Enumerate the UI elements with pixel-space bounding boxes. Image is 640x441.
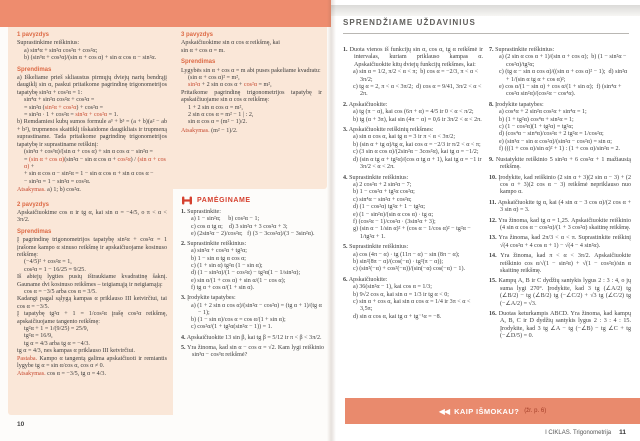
text-line: Apskaičiuokime cos α ir tg α, kai sin α = −4/5, o π < α < 3π/2. xyxy=(17,209,167,224)
right-page-footer xyxy=(545,429,626,436)
text-line: d) (sin α tg α + tg²α)/(cos α tg α + 1), kai tg α = −1 ir 3π/2 < α < 2π. xyxy=(353,156,482,171)
banner-page-ref: (žr. p. 6) xyxy=(524,408,547,414)
text-line: c) (1 + sin α) tg²α (1 − sin α); xyxy=(191,263,263,270)
text-line: 5. Suprastinkite reiškinius: xyxy=(343,244,409,251)
text-line: Į tapatybę tg²α + 1 = 1/cos²α įrašę cos²α reikšmę, apskaičiuojame tangento reikšmę: xyxy=(17,311,167,325)
text-line: tg²α + 1 = 1/(9/25) = 25/9, xyxy=(24,326,89,333)
text-line: Pritaikome pagrindinę trigonometrijos tapatybę ir apskaičiuojame sin α cos α reikšmę: xyxy=(181,89,322,104)
kaip-ismokau-banner xyxy=(345,398,640,424)
text-line: − sin²α = 1 − sin²α = cos²α. xyxy=(24,178,91,185)
text-line: (sin³α + cos³α)/(sin α + cos α) + sin α cos α − sin²α = xyxy=(24,149,153,156)
top-color-band xyxy=(0,0,331,27)
text-line: d) sin α cos α, kai tg α + tg⁻¹α = −8. xyxy=(353,313,442,320)
text-line: 13. Yra žinoma, kad 2π/3 < α < π. Suprastinkite reiškinį √(4 cos²α + 4 cos α + 1) − √(4 − 4 sin²α). xyxy=(489,235,631,249)
text-line: e) (1 − sin²α)/(sin α cos α) · tg α; xyxy=(353,211,434,218)
text-line: 16. Duotas keturkampis ABCD. Yra žinoma, kad kampų A, B, C ir D dydžių santykis lygus 2 : 3 : 4 : 15. Įrodykite, kad 3 tg ∠A − tg (−∠B) − tg ∠C + tg (−∠D/5) = 0. xyxy=(489,311,631,340)
text-line: Atsakymas. (m² − 1)/2. xyxy=(181,127,238,134)
text-line: c) cos²α/(1 + tg²α(sin²α − 1)) = 1. xyxy=(191,324,273,331)
text-line: tg²α = 16/9, xyxy=(24,333,53,340)
text-line: a) 2 cos²α + 2 sin²α − 7; xyxy=(353,181,412,188)
page-top-edge xyxy=(331,5,640,16)
text-line: sin²α + 2 sin α cos α + cos²α = m², xyxy=(188,82,272,89)
text-line: e) sin α/(1 + cos α) + sin α/(1 − cos α); xyxy=(191,277,286,284)
text-line: = sin²α (sin²α + cos²α) + cos²α = xyxy=(24,104,104,111)
text-line: Į pagrindinę trigonometrijos tapatybę sin²α + cos²α = 1 įrašome kampo α sinuso reikšmę ir apskaičiuojame kosinuso reikšmę: xyxy=(17,237,167,258)
text-line: 14. Yra žinoma, kad π < α < 3π/2. Apskaičiuokite reiškinio cos α/√(1 − sin²α) + √(1 − cos²α)/sin α skaitinę reikšmę. xyxy=(489,253,631,274)
text-line: tg α = 4/3, nes kampas α priklauso III ketvirčiui. xyxy=(17,348,135,355)
page-gutter-shadow xyxy=(327,0,336,441)
text-line: Iš abiejų lygties pusių ištraukiame kvadratinę šaknį. Gauname dvi kosinuso reikšmes – teigiamąją ir neigiamąją: xyxy=(17,274,167,288)
text-line: c) sin α + cos α, kai sin α cos α = 1/4 ir 3π < α < 3,5π; xyxy=(353,299,471,313)
text-line: sin α + cos α = m. xyxy=(181,47,225,54)
text-line: f) (((1 + cos α)/sin α)² + 1) : (1 + cos α)/sin²α = 2. xyxy=(499,146,621,153)
text-line: a) sin²α + cos²α + tg²α; xyxy=(191,248,247,255)
text-line: e) cos α/(1 − sin α) + cos α/(1 + sin α); f) (sin⁴α + cos²α sin²α)/(cos²α − cos⁴α). xyxy=(499,84,622,98)
text-line: a) 1 − sin²α; b) cos²α − 1; xyxy=(191,216,260,223)
text-line: b) (1 − sin α)/cos α = cos α/(1 + sin α); xyxy=(191,317,286,324)
text-line: g) (sin α − 1/sin α)² + (cos α − 1/cos α)² − tg²α − 1/tg²α + 1. xyxy=(353,226,471,240)
text-line: 1 + 2 sin α cos α = m², xyxy=(188,104,243,111)
right-page-number: 11 xyxy=(619,429,626,436)
text-line: a) sin α = 1/2, π/2 < α < π; b) cos α = −2/3, π < α < 3π/2; xyxy=(353,69,479,83)
example-2-title: 2 pavyzdys xyxy=(17,201,50,208)
text-line: 1. Suprastinkite: xyxy=(181,209,221,215)
text-line: c) (sin²(−α) + cos²(−α))/(sin(−α) cos(−α) − 1). xyxy=(353,266,466,273)
text-line: (sin α + cos α)² = m², xyxy=(188,75,240,82)
example-1-title: 1 pavyzdys xyxy=(17,32,50,38)
try-section xyxy=(181,196,324,360)
text-line: b) Remdamiesi kubų sumos formule a³ + b³ = (a + b)(a² − ab + b²), trupmenos skaitiklį išskaidome daugikliais ir trupmeną suprastiname. Tada pritaikome pagrindinę trigonometrijos tapatybę ir suprastiname reiškinį: xyxy=(17,119,167,148)
text-line: 15. Kampų A, B ir C dydžių santykis lygus 2 : 3 : 4, o jų suma lygi 270°. Įrodykite, kad 3 tg (∠A/2) tg (∠B/2) − tg (∠B/2) tg (−∠C/2) + √3 tg (∠C/2) tg (−∠A/2) = √3. xyxy=(489,278,631,307)
text-line: tg α = 4/3 arba tg α = −4/3. xyxy=(24,340,90,347)
text-line: f) tg α + cos α/(1 + sin α). xyxy=(191,284,254,291)
try-section-exercises xyxy=(181,209,324,360)
text-line: c) tg α = 2, π < α < 3π/2; d) cos α = 9/41, 3π/2 < α < 2π. xyxy=(353,84,482,98)
banner-label: KAIP IŠMOKAU? xyxy=(454,406,520,416)
text-line: 4. Suprastinkite reiškinius: xyxy=(343,174,409,181)
middle-column-example xyxy=(181,32,322,135)
back-arrows-icon: ◀◀ xyxy=(438,406,450,416)
text-line: b) (sin α + tg α)/tg α, kai cos α = −2/3 ir π/2 < α < π; xyxy=(353,141,481,148)
text-line: 1. Duota vienos iš funkcijų sin α, cos α, tg α reikšmė ir intervalas, kuriam priklauso kampas α. Apskaičiuokite kitų dviejų funkcijų reikšmes, kai: xyxy=(343,47,483,68)
text-line: e) (sin³α − sin α cos²α)/(sin²α − cos²α) = sin α; xyxy=(499,138,612,145)
try-section-header xyxy=(181,196,324,205)
text-line: + sin α cos α − sin²α = 1 − sin α cos α + sin α cos α − xyxy=(24,171,154,178)
text-line: 2 sin α cos α = m² − 1 | : 2, xyxy=(188,112,254,119)
text-line: cos²α = 1 − 16/25 = 9/25. xyxy=(24,266,86,273)
solution-label: Sprendimas xyxy=(17,66,52,73)
text-line: Suprastinkime reiškinius: xyxy=(17,40,80,47)
exercises-heading: SPRENDŽIAME UŽDAVINIUS xyxy=(343,18,476,27)
text-line: b) sin²(8π − α)/(cos(−α) · tg²(π − α)); xyxy=(353,258,444,265)
heading-rule xyxy=(343,33,629,34)
text-line: 11. Apskaičiuokite tg α, kai (4 sin α − 3 cos α)/(2 cos α + 3 sin α) = 3. xyxy=(489,199,631,214)
text-line: c) (tg α − sin α cos α)/((sin α + cos α)² − 1); d) sin²α + 1/(sin α tg α + cos α)²; xyxy=(499,69,628,83)
text-line: a) tg (π − α), kai cos (6π + α) = 4/5 ir 0 < α < π/2; xyxy=(353,109,474,116)
text-line: Apskaičiuokime sin α cos α reikšmę, kai xyxy=(181,40,280,47)
text-line: sin α cos α = (m² − 1)/2. xyxy=(188,119,248,126)
text-line: 3. Apskaičiuokite reiškinių reikšmes: xyxy=(343,127,434,134)
text-line: c) (1 − cos²α)(1 + tg²α) = tg²α; xyxy=(499,124,574,131)
text-line: 2. Apskaičiuokite: xyxy=(343,101,388,108)
text-line: a) sin⁴α + sin²α cos²α + cos²α; xyxy=(24,47,98,54)
text-line: Atsakymas. a) 1; b) cos²α. xyxy=(17,187,81,194)
left-page-number: 10 xyxy=(17,421,25,428)
text-line: 5. Yra žinoma, kad sin α − cos α = √2. Kam lygi reiškinio sin³α − cos³α reikšmė? xyxy=(181,345,324,359)
exercises-column-2 xyxy=(489,44,631,341)
text-line: b) tg (α + 3π), kai sin (4π − α) = 0,6 ir 3π/2 < α < 2π. xyxy=(353,116,482,123)
exercises-column-1 xyxy=(343,44,483,321)
text-line: c) cos α tg α; d) 3 sin²α + 3 cos²α + 3; xyxy=(191,223,288,230)
text-line: b) (sin³α + cos³α)/(sin α + cos α) + sin α cos α − sin²α. xyxy=(24,55,157,62)
text-line: c) sin⁴α − sin²α + cos²α; xyxy=(353,196,412,203)
text-line: b) 9√2 cos α, kai sin α = 1/3 ir tg α < 0; xyxy=(353,291,449,298)
left-column-examples xyxy=(17,32,167,379)
text-line: a) Iškeliame prieš skliaustus pirmųjų dviejų narių bendrąjį daugiklį sin α, paskui pritaikome pagrindinę trigonometrijos tapatybę sin²α + cos²α = 1: xyxy=(17,75,167,96)
try-section-title: PAMĖGINAME xyxy=(197,196,251,204)
text-line: b) 1 − cos²α + tg²α cos²α; xyxy=(353,189,415,196)
text-line: Atsakymas. cos α = −3/5, tg α = 4/3. xyxy=(17,371,106,378)
text-line: 12. Yra žinoma, kad tg α = 1,25. Apskaičiuokite reiškinio (4 sin α cos α − cos²α)/(1 + 3 cos²α) skaitinę reikšmę. xyxy=(489,217,631,231)
text-line: = (sin α + cos α)(sin²α − sin α cos α + cos²α) / (sin α + cos α) + xyxy=(24,156,166,170)
solution-label: Sprendimas xyxy=(17,228,52,235)
text-line: b) (1 + tg²α) cos⁴α + sin²α = 1; xyxy=(499,116,574,123)
text-line: = sin²α · 1 + cos²α = sin²α + cos²α = 1. xyxy=(24,112,119,119)
text-line: f) (cos²α − 1)/cos²α · (3sin²α + 3); xyxy=(353,218,436,225)
text-line: cos α = −3/5 arba cos α = 3/5. xyxy=(24,289,97,295)
text-line: sin⁴α + sin²α cos²α + cos²α = xyxy=(24,97,95,104)
text-line: d) (1 − cos²α) tg²α + 1 − tg²α; xyxy=(353,204,426,211)
text-line: 6. Apskaičiuokite: xyxy=(343,276,388,283)
text-line: b) 1 − sin α tg α cos α; xyxy=(191,255,246,262)
example-3-title: 3 pavyzdys xyxy=(181,32,214,38)
text-line: c) (3 sin α cos α)/(2sin²α − 3cos²α), kai tg α = −1/2; xyxy=(353,149,479,156)
dumbbell-icon xyxy=(181,196,193,205)
text-line: 10. Įrodykite, kad reiškinio (2 sin α + 3)(2 sin α − 3) + (2 cos α + 3)(2 cos α − 3) reikšmė nepriklauso nuo kampo α. xyxy=(489,174,631,196)
text-line: a) 36(sin²α − 1), kai cos α = 1/3; xyxy=(353,284,432,291)
text-line: Lygybės sin α + cos α = m abi puses pakeliame kvadratu: xyxy=(181,67,321,74)
text-line: 4. Apskaičiuokite 13 sin β, kai tg β = 5/12 ir π < β < 3π/2. xyxy=(181,334,322,341)
text-line: Pastaba. Kampo α tangentą galima apskaičiuoti ir remiantis lygybe tg α = sin α/cos α, cos α ≠ 0. xyxy=(17,355,167,370)
text-line: a) (1 + 2 sin α cos α)/(sin²α − cos²α) = (tg α + 1)/(tg α − 1); xyxy=(191,302,322,316)
text-line: Kadangi pagal sąlygą kampas α priklauso III ketvirčiui, tai cos α = −3/5. xyxy=(17,296,167,310)
text-line: a) (2 sin α cos α + 1)/(sin α + cos α); b) (1 − sin²α − cos²α)/tg²α; xyxy=(499,54,627,68)
text-line: 7. Suprastinkite reiškinius: xyxy=(489,47,555,53)
text-line: d) (cos⁴α − sin⁴α)/cos²α + 2 tg²α = 1/cos²α; xyxy=(499,131,604,138)
text-line: 9. Nustatykite reiškinio 5 sin²α + 6 cos²α + 1 mažiausią reikšmę. xyxy=(489,156,631,171)
footer-section-label: I CIKLAS. Trigonometrija xyxy=(545,430,612,436)
text-line: a) cos (4π − α) · tg (11π − α) − sin (8π − α); xyxy=(353,251,460,258)
text-line: a) sin α cos α, kai tg α = 3 ir π < α < 3π/2; xyxy=(353,134,456,141)
text-line: 2. Suprastinkite reiškinius: xyxy=(181,241,247,248)
text-line: e) (2sin²α − 2)/cos²α; f) (3 − 3cos²α)/(3 − 3sin²α). xyxy=(191,230,315,237)
text-line: a) cos⁴α + 2 sin²α cos²α + sin⁴α = 1; xyxy=(499,109,587,116)
text-line: (−4/5)² + cos²α = 1, xyxy=(24,259,72,266)
text-line: 8. Įrodykite tapatybes: xyxy=(489,101,544,108)
text-line: 3. Įrodykite tapatybes: xyxy=(181,295,236,302)
right-page xyxy=(331,0,640,441)
text-line: d) (1 − sin²α)/(1 − cos²α) − tg²α(1 − 1/sin²α); xyxy=(191,270,301,277)
solution-label: Sprendimas xyxy=(181,59,216,66)
